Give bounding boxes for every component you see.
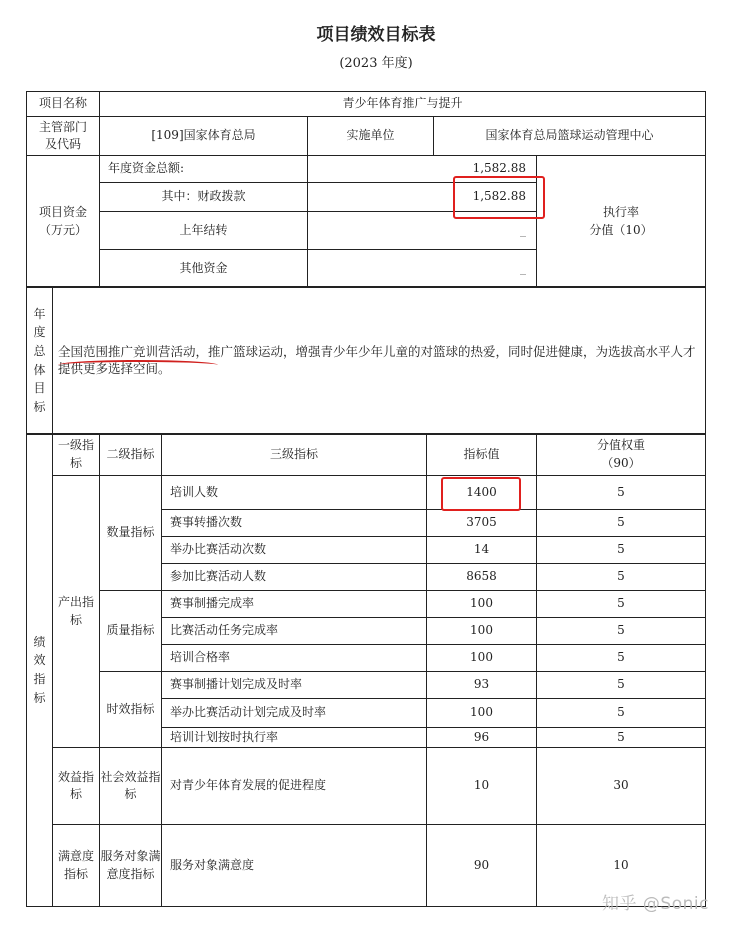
funds-fiscal-label: 其中：财政拨款: [100, 183, 308, 212]
unit-label: 实施单位: [308, 117, 434, 156]
page-title: 项目绩效目标表: [316, 25, 436, 45]
project-info-table: [26, 91, 706, 156]
benefit-l1: 效益指标: [53, 748, 100, 825]
benefit-l2: 社会效益指标: [100, 748, 162, 825]
table-row-name: 培训合格率: [162, 645, 427, 672]
group-quantity: 数量指标: [100, 476, 162, 591]
project-name-label: 项目名称: [27, 92, 100, 117]
satisfaction-l1: 满意度指标: [53, 825, 100, 907]
group-timeliness: 时效指标: [100, 672, 162, 748]
table-row-value: 96: [427, 728, 537, 748]
goal-text-underlined: 全国范围推广竞训营活动: [58, 344, 196, 360]
header-value: 指标值: [427, 434, 537, 476]
exec-rate-cell: 执行率 分值（10）: [537, 156, 706, 288]
goal-label: 年 度 总 体 目 标: [27, 287, 53, 435]
table-row-value: 8658: [427, 564, 537, 591]
header-level3: 三级指标: [162, 434, 427, 476]
table-row-weight: 30: [537, 748, 706, 825]
goal-table: [26, 286, 706, 435]
table-row-name: 服务对象满意度: [162, 825, 427, 907]
table-row-value: 1400: [427, 476, 537, 510]
funds-table: [26, 155, 706, 288]
project-name-value: 青少年体育推广与提升: [100, 92, 706, 117]
header-weight: 分值权重 （90）: [537, 434, 706, 476]
indicator-table: [26, 433, 706, 907]
table-row-value: 10: [427, 748, 537, 825]
satisfaction-l2: 服务对象满意度指标: [100, 825, 162, 907]
header-level1: 一级指标: [53, 434, 100, 476]
group-quality: 质量指标: [100, 591, 162, 672]
output-label: 产出指标: [53, 476, 100, 748]
table-row-weight: 5: [537, 476, 706, 510]
unit-value: 国家体育总局篮球运动管理中心: [434, 117, 706, 156]
dept-label: 主管部门 及代码: [27, 117, 100, 156]
funds-other-label: 其他资金: [100, 250, 308, 288]
funds-carry-value: _: [308, 212, 537, 250]
table-row-value: 3705: [427, 510, 537, 537]
table-row-value: 90: [427, 825, 537, 907]
table-row-weight: 5: [537, 591, 706, 618]
table-row-value: 100: [427, 645, 537, 672]
funds-total-value: 1,582.88: [308, 156, 537, 183]
table-row-value: 93: [427, 672, 537, 699]
indicator-side-label: 绩 效 指 标: [27, 434, 53, 907]
funds-total-label: 年度资金总额:: [100, 156, 308, 183]
table-row-weight: 5: [537, 510, 706, 537]
table-row-name: 举办比赛活动计划完成及时率: [162, 699, 427, 728]
funds-other-value: _: [308, 250, 537, 288]
table-row-value: 14: [427, 537, 537, 564]
watermark: 知乎 @Sonic: [602, 894, 709, 914]
dept-value: [109]国家体育总局: [100, 117, 308, 156]
table-row-name: 对青少年体育发展的促进程度: [162, 748, 427, 825]
table-row-weight: 10: [537, 825, 706, 907]
table-row-value: 100: [427, 699, 537, 728]
table-row-weight: 5: [537, 699, 706, 728]
table-row-weight: 5: [537, 618, 706, 645]
table-row-value: 100: [427, 618, 537, 645]
page-subtitle: (2023 年度): [339, 56, 413, 71]
table-row-name: 参加比赛活动人数: [162, 564, 427, 591]
funds-fiscal-value: 1,582.88: [308, 183, 537, 212]
table-row-name: 赛事转播次数: [162, 510, 427, 537]
table-row-value: 100: [427, 591, 537, 618]
table-row-name: 赛事制播完成率: [162, 591, 427, 618]
funds-carry-label: 上年结转: [100, 212, 308, 250]
table-row-name: 比赛活动任务完成率: [162, 618, 427, 645]
table-row-weight: 5: [537, 537, 706, 564]
table-row-weight: 5: [537, 672, 706, 699]
goal-text-rest: ，推广篮球运动，增强青少年少年儿童的对篮球的热爱，同时促进健康，为选拔高水平人才提供更多选择空间。: [58, 344, 696, 376]
table-row-name: 举办比赛活动次数: [162, 537, 427, 564]
goal-text: [53, 287, 706, 435]
table-row-weight: 5: [537, 645, 706, 672]
header-level2: 二级指标: [100, 434, 162, 476]
funds-label: 项目资金 （万元）: [27, 156, 100, 288]
table-row-name: 培训人数: [162, 476, 427, 510]
table-row-weight: 5: [537, 564, 706, 591]
table-row-weight: 5: [537, 728, 706, 748]
table-row-name: 赛事制播计划完成及时率: [162, 672, 427, 699]
table-row-name: 培训计划按时执行率: [162, 728, 427, 748]
